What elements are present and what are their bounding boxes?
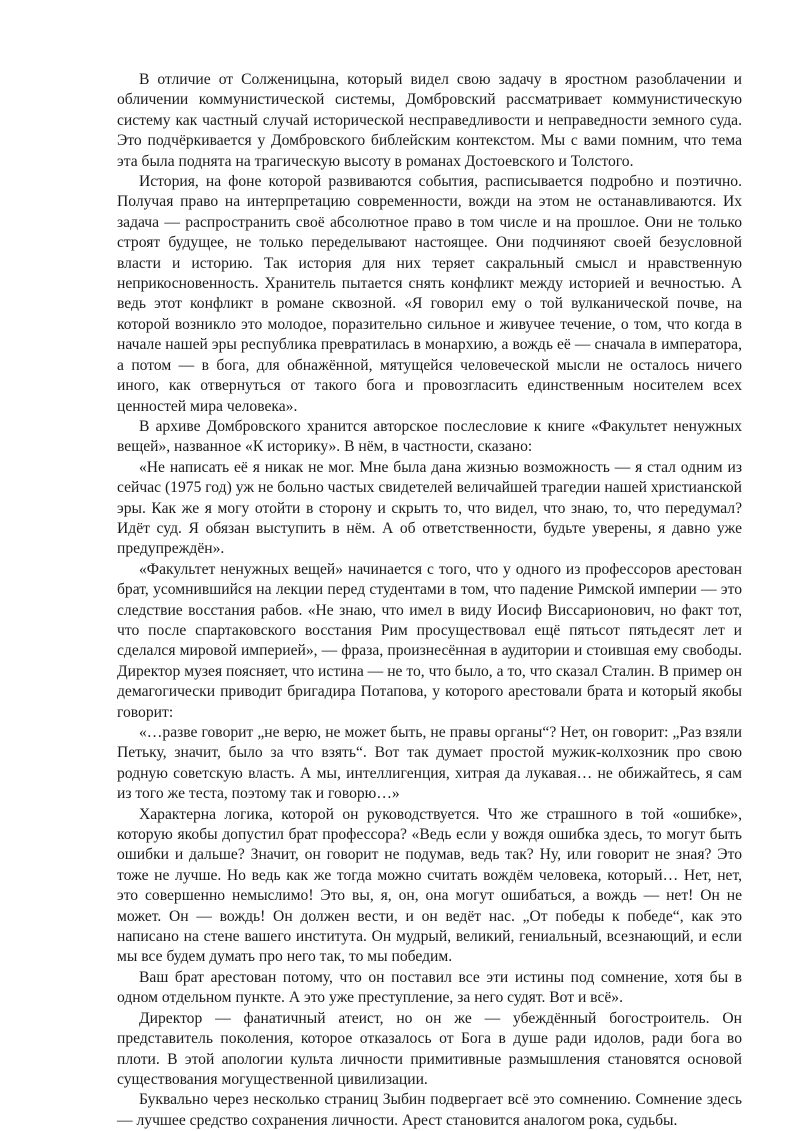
paragraph: Характерна логика, которой он руководствуется. Что же страшного в той «ошибке», которую якобы допустил брат профессора? «Ведь если у вождя ошибка здесь, то могут быть ошибки и дальше? Значит, он говорит не подумав, ведь так? Ну, или говорит не зная? Это тоже не лучше. Но ведь как же тогда можно считать вождём человека, который… Нет, нет, это совершенно немыслимо! Это вы, я, он, она могут ошибаться, а вождь — нет! Он не может. Он — вождь! Он должен вести, и он ведёт нас. „От победы к победе“, как это написано на стене вашего института. Он мудрый, великий, гениальный, всезнающий, и если мы все будем думать про него так, то мы победим. [117,805,742,966]
paragraph: Ваш брат арестован потому, что он поставил все эти истины под сомнение, хотя бы в одном отдельном пункте. А это уже преступление, за него судят. Вот и всё». [117,968,742,1007]
paragraph: В архиве Домбровского хранится авторское послесловие к книге «Факультет ненужных вещей», названное «К историку». В нём, в частности, сказано: [117,417,742,456]
paragraph: История, на фоне которой развиваются события, расписывается подробно и поэтично. Получая право на интерпретацию современности, вожди на этом не останавливаются. Их задача — распространить своё абсолютное право в том числе и на прошлое. Они не только строят будущее, не только переделывают настоящее. Они подчиняют своей безусловной власти и историю. Так история для них теряет сакральный смысл и нравственную неприкосновенность. Хранитель пытается снять конфликт между историей и вечностью. А ведь этот конфликт в романе сквозной. «Я говорил ему о той вулканической почве, на которой возникло это молодое, поразительно сильное и живучее течение, о том, что когда в начале нашей эры республика превратилась в монархию, а вождь её — сначала в императора, а потом — в бога, для обнажённой, мятущейся человеческой мысли не осталось ничего иного, как отвернуться от такого бога и провозгласить единственным носителем всех ценностей мира человека». [117,173,742,415]
paragraph: Директор — фанатичный атеист, но он же — убеждённый богостроитель. Он представитель поколения, которое отказалось от Бога в душе ради идолов, ради бога во плоти. В этой апологии культа личности примитивные размышления становятся основой существования могущественной цивилизации. [117,1009,742,1088]
quote-paragraph: «…разве говорит „не верю, не может быть, не правы органы“? Нет, он говорит: „Раз взяли Петьку, значит, было за что взять“. Вот так думает простой мужик-колхозник про свою родную советскую власть. А мы, интеллигенция, хитрая да лукавая… не обижайтесь, я сам из того же теста, поэтому так и говорю…» [117,724,742,803]
paragraph: «Факультет ненужных вещей» начинается с того, что у одного из профессоров арестован брат, усомнившийся на лекции перед студентами в том, что падение Римской империи — это следствие восстания рабов. «Не знаю, что имел в виду Иосиф Виссарионович, но факт тот, что после спартаковского восстания Рим просуществовал ещё пятьсот пятьдесят лет и сделался мировой империей», — фраза, произнесённая в аудитории и стоившая ему свободы. Директор музея поясняет, что истина — не то, что было, а то, что сказал Сталин. В пример он демагогически приводит бригадира Потапова, у которого арестовали брата и который якобы говорит: [117,560,742,721]
paragraph: В отличие от Солженицына, который видел свою задачу в яростном разоблачении и обличении коммунистической системы, Домбровский рассматривает коммунистическую систему как частный случай исторической несправедливости и неправедности земного суда. Это подчёркивается у Домбровского библейским контекстом. Мы с вами помним, что тема эта была поднята на трагическую высоту в романах Достоевского и Толстого. [117,71,742,170]
quote-paragraph: «Не написать её я никак не мог. Мне была дана жизнью возможность — я стал одним из сейчас (1975 год) уж не больно частых свидетелей величайшей трагедии нашей христианской эры. Как же я могу отойти в сторону и скрыть то, что видел, что знаю, то, что передумал? Идёт суд. Я обязан выступить в нём. А об ответственности, будьте уверены, я давно уже предупреждён». [117,458,742,558]
document-body [117,70,742,1131]
paragraph: Буквально через несколько страниц Зыбин подвергает всё это сомнению. Сомнение здесь — лучшее средство сохранения личности. Арест становится аналогом рока, судьбы. [117,1091,742,1129]
